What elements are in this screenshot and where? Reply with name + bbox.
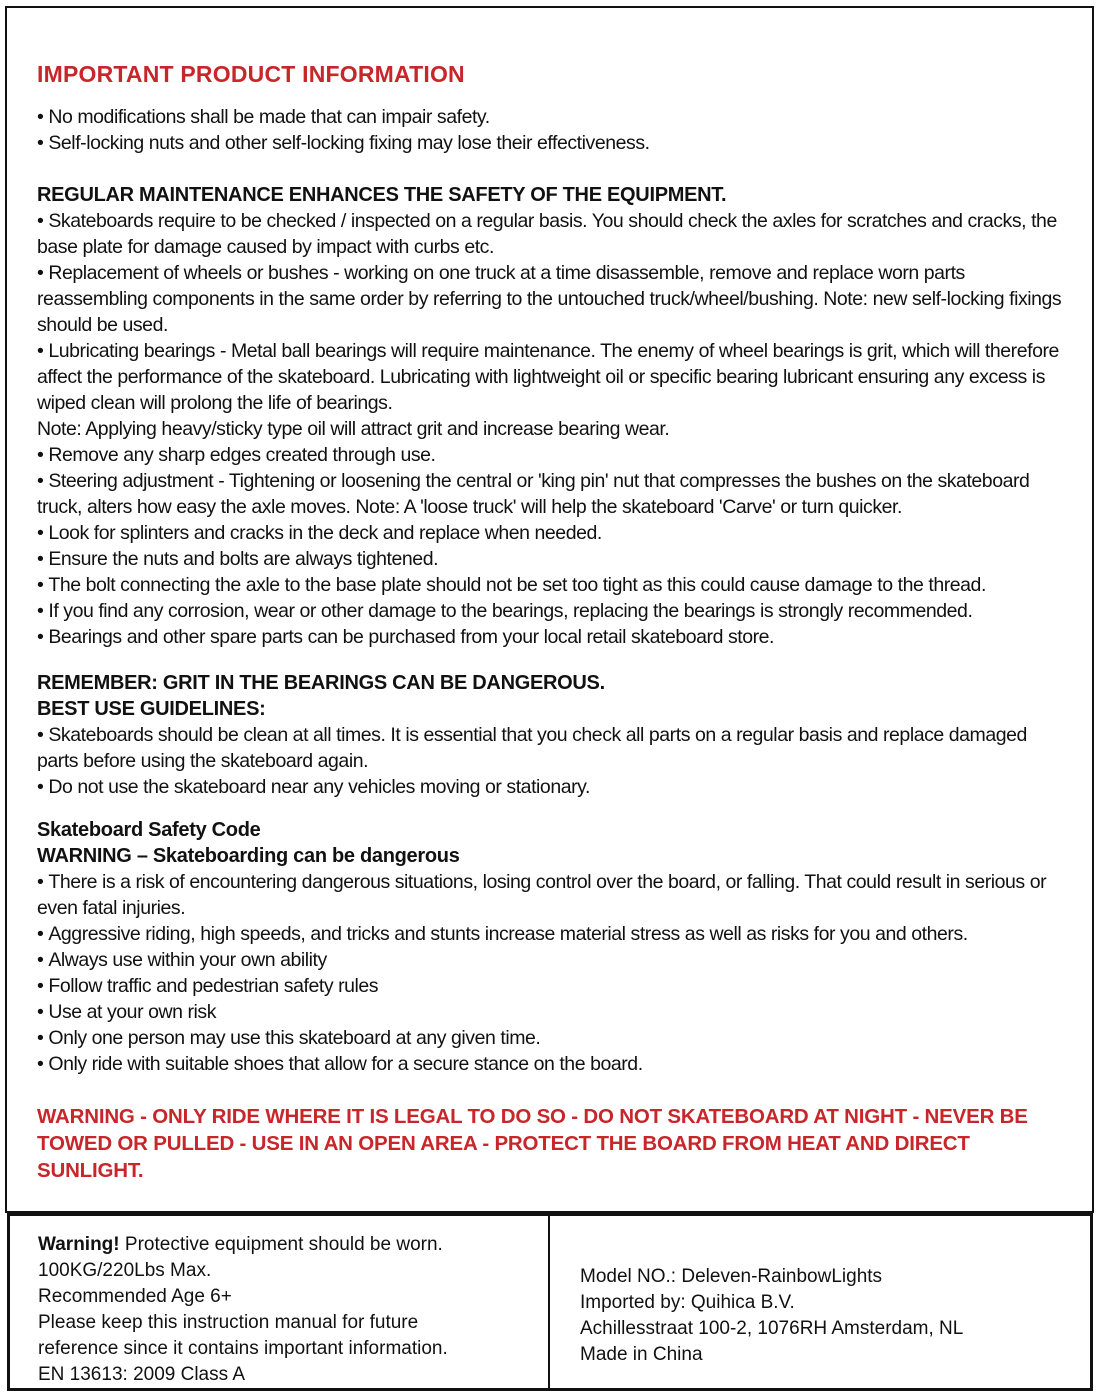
protective-equipment-line	[38, 1232, 483, 1258]
safety-code-heading: Skateboard Safety Code	[37, 819, 261, 841]
importer-line: Imported by: Quihica B.V.	[580, 1292, 795, 1313]
list-item: • Replacement of wheels or bushes - working on one truck at a time disassemble, remove and replace worn parts reassembling components in the same order by referring to the untouched truck/wheel/bushing. Note: new self-locking fixings should be used.	[37, 260, 1064, 338]
page-title: IMPORTANT PRODUCT INFORMATION	[37, 61, 465, 87]
remember-heading: REMEMBER: GRIT IN THE BEARINGS CAN BE DANGEROUS.	[37, 672, 605, 694]
safety-code-bullet-list	[37, 869, 1064, 1077]
maintenance-bullet-list	[37, 208, 1064, 650]
list-item: • Only ride with suitable shoes that allow for a secure stance on the board.	[37, 1051, 1064, 1077]
keep-manual-line: Please keep this instruction manual for future reference since it contains important information.	[38, 1312, 448, 1359]
list-item: • No modifications shall be made that can impair safety.	[37, 104, 1064, 130]
list-item: • Do not use the skateboard near any vehicles moving or stationary.	[37, 774, 1064, 800]
list-item: • The bolt connecting the axle to the base plate should not be set too tight as this could cause damage to the thread.	[37, 572, 1064, 598]
list-item: • Use at your own risk	[37, 999, 1064, 1025]
footer-left-content	[38, 1232, 483, 1388]
list-item: • Bearings and other spare parts can be purchased from your local retail skateboard store.	[37, 624, 1064, 650]
address-line: Achillesstraat 100-2, 1076RH Amsterdam, NL	[580, 1318, 964, 1339]
list-item: • Only one person may use this skateboard at any given time.	[37, 1025, 1064, 1051]
list-item: • Aggressive riding, high speeds, and tricks and stunts increase material stress as well as risks for you and others.	[37, 921, 1064, 947]
footer-left-cell	[10, 1216, 550, 1388]
safety-code-subheading: WARNING – Skateboarding can be dangerous	[37, 845, 460, 867]
best-use-bullet-list	[37, 722, 1064, 800]
recommended-age-line: Recommended Age 6+	[38, 1286, 232, 1307]
model-number-line: Model NO.: Deleven-RainbowLights	[580, 1266, 883, 1287]
list-item: • Remove any sharp edges created through use.	[37, 442, 1064, 468]
list-item: • Follow traffic and pedestrian safety rules	[37, 973, 1064, 999]
main-information-box	[5, 6, 1094, 1213]
warning-text: Protective equipment should be worn.	[119, 1234, 443, 1255]
list-item: • Ensure the nuts and bolts are always tightened.	[37, 546, 1064, 572]
list-item: • Skateboards require to be checked / inspected on a regular basis. You should check the axles for scratches and cracks, the base plate for damage caused by impact with curbs etc.	[37, 208, 1064, 260]
maintenance-heading: REGULAR MAINTENANCE ENHANCES THE SAFETY OF THE EQUIPMENT.	[37, 184, 727, 206]
list-item: • Look for splinters and cracks in the deck and replace when needed.	[37, 520, 1064, 546]
list-item: • There is a risk of encountering dangerous situations, losing control over the board, or falling. That could result in serious or even fatal injuries.	[37, 869, 1064, 921]
list-item: • Lubricating bearings - Metal ball bearings will require maintenance. The enemy of wheel bearings is grit, which will therefore affect the performance of the skateboard. Lubricating with lightweight oil or specific bearing lubricant ensuring any excess is wiped clean will prolong the life of bearings.	[37, 338, 1064, 416]
max-weight-line: 100KG/220Lbs Max.	[38, 1260, 212, 1281]
footer-info-table	[7, 1213, 1093, 1391]
standard-line: EN 13613: 2009 Class A	[38, 1364, 246, 1385]
list-item: • Always use within your own ability	[37, 947, 1064, 973]
note-line: Note: Applying heavy/sticky type oil will attract grit and increase bearing wear.	[37, 418, 670, 440]
best-use-heading: BEST USE GUIDELINES:	[37, 698, 266, 720]
list-item: • Steering adjustment - Tightening or loosening the central or 'king pin' nut that compresses the bushes on the skateboard truck, alters how easy the axle moves. Note: A 'loose truck' will help the skateboard 'Carve' or turn quicker.	[37, 468, 1064, 520]
list-item: • Self-locking nuts and other self-locking fixing may lose their effectiveness.	[37, 130, 1064, 156]
intro-bullet-list	[37, 104, 1064, 156]
list-item: • Skateboards should be clean at all times. It is essential that you check all parts on a regular basis and replace damaged parts before using the skateboard again.	[37, 722, 1064, 774]
night-riding-warning: WARNING - ONLY RIDE WHERE IT IS LEGAL TO DO SO - DO NOT SKATEBOARD AT NIGHT - NEVER BE TOWED OR PULLED - USE IN AN OPEN AREA - PROTECT THE BOARD FROM HEAT AND DIRECT SUNLIGHT.	[37, 1105, 1028, 1182]
footer-right-cell	[550, 1216, 1090, 1388]
warning-label: Warning!	[38, 1234, 120, 1255]
list-item: • If you find any corrosion, wear or other damage to the bearings, replacing the bearings is strongly recommended.	[37, 598, 1064, 624]
made-in-line: Made in China	[580, 1344, 703, 1365]
